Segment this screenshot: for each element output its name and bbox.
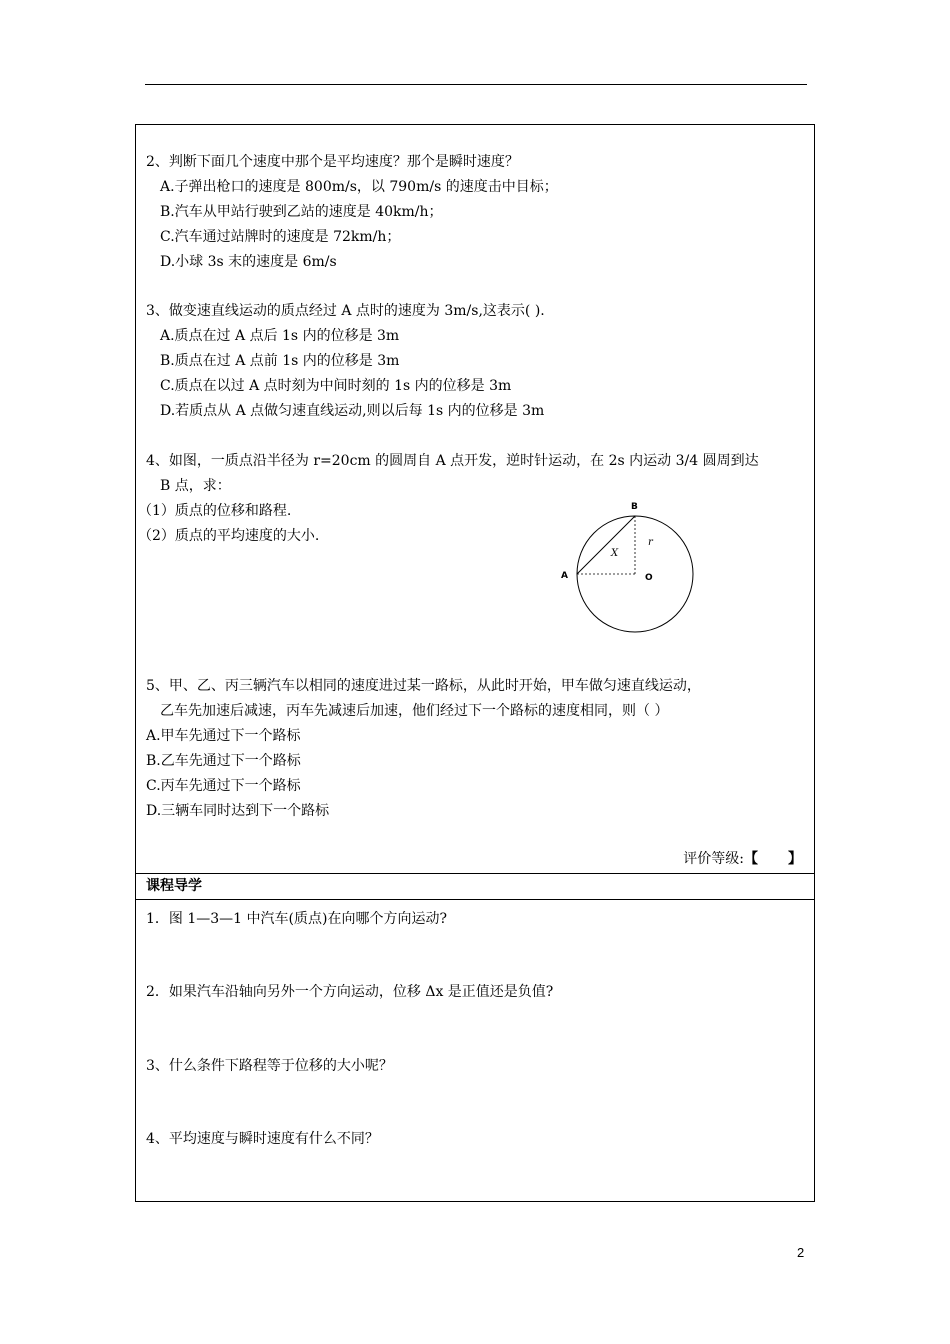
q5-option-a: A.甲车先通过下一个路标 — [146, 728, 301, 744]
q3-option-a: A.质点在过 A 点后 1s 内的位移是 3m — [160, 328, 400, 344]
q2-stem: 2、判断下面几个速度中那个是平均速度？那个是瞬时速度？ — [146, 154, 519, 170]
q4-sub2: （2）质点的平均速度的大小. — [138, 528, 320, 544]
section-divider-1 — [136, 873, 814, 874]
q2-option-d: D.小球 3s 末的速度是 6m/s — [160, 254, 337, 270]
q3-stem: 3、做变速直线运动的质点经过 A 点时的速度为 3m/s,这表示( ). — [146, 303, 545, 319]
section-divider-2 — [136, 899, 814, 900]
q3-option-d: D.若质点从 A 点做匀速直线运动,则以后每 1s 内的位移是 3m — [160, 403, 545, 419]
q5-option-b: B.乙车先通过下一个路标 — [146, 753, 301, 769]
q2-option-a: A.子弹出枪口的速度是 800m/s，以 790m/s 的速度击中目标； — [160, 179, 558, 195]
q4-sub1: （1）质点的位移和路程. — [138, 503, 292, 519]
header-rule — [145, 84, 807, 85]
displacement-ab — [577, 516, 635, 574]
grade-label: 评价等级: — [683, 851, 744, 867]
q2-option-b: B.汽车从甲站行驶到乙站的速度是 40km/h； — [160, 204, 443, 220]
label-o: O — [645, 573, 653, 583]
guide-item-1: 1．图 1—3—1 中汽车(质点)在向哪个方向运动? — [146, 911, 447, 927]
guide-item-2: 2．如果汽车沿轴向另外一个方向运动，位移 Δx 是正值还是负值? — [146, 984, 554, 1000]
grade-bracket-open: 【 — [744, 851, 758, 867]
grade-field — [683, 849, 802, 869]
q2-option-c: C.汽车通过站牌时的速度是 72km/h； — [160, 229, 401, 245]
content-frame — [135, 124, 815, 1202]
guide-title: 课程导学 — [146, 878, 202, 894]
page-number: 2 — [797, 1245, 805, 1260]
q5-stem-line2: 乙车先加速后减速，丙车先减速后加速，他们经过下一个路标的速度相同，则（ ） — [160, 703, 669, 719]
q5-option-d: D.三辆车同时达到下一个路标 — [146, 803, 330, 819]
guide-item-4: 4、平均速度与瞬时速度有什么不同？ — [146, 1131, 379, 1147]
q4-stem-line1: 4、如图，一质点沿半径为 r=20cm 的圆周自 A 点开发，逆时针运动，在 2s 内运动 3/4 圆周到达 — [146, 453, 759, 469]
guide-item-3: 3、什么条件下路程等于位移的大小呢？ — [146, 1058, 393, 1074]
q3-option-b: B.质点在过 A 点前 1s 内的位移是 3m — [160, 353, 400, 369]
circle-figure — [556, 495, 706, 639]
label-x: X — [611, 548, 619, 559]
label-b: B — [631, 502, 638, 512]
q5-option-c: C.丙车先通过下一个路标 — [146, 778, 301, 794]
q4-stem-line2: B 点，求： — [160, 478, 231, 494]
q3-option-c: C.质点在以过 A 点时刻为中间时刻的 1s 内的位移是 3m — [160, 378, 512, 394]
q5-stem-line1: 5、甲、乙、丙三辆汽车以相同的速度进过某一路标，从此时开始，甲车做匀速直线运动， — [146, 678, 701, 694]
grade-bracket-close: 】 — [788, 851, 802, 867]
label-a: A — [561, 571, 568, 581]
label-r: r — [648, 537, 653, 548]
